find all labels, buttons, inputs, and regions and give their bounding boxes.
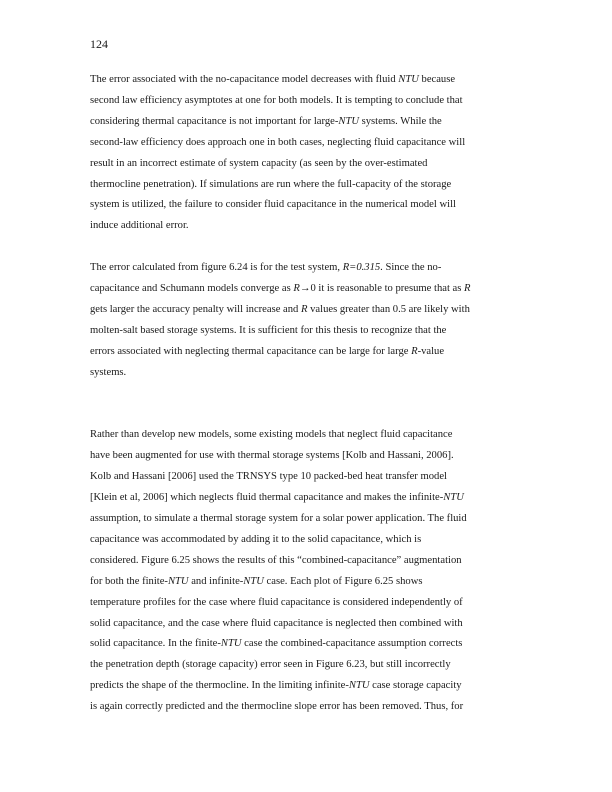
page-number: 124	[90, 37, 108, 51]
text-line: for both the finite-NTU and infinite-NTU case. Each plot of Figure 6.25 shows	[90, 575, 423, 587]
italic-term: R=0.315	[342, 262, 381, 274]
text-line: solid capacitance, and the case where fluid capacitance is neglected then combined with	[90, 617, 463, 629]
paragraph-2	[90, 258, 522, 383]
italic-term: NTU	[167, 575, 189, 587]
text-line: system is utilized, the failure to consider fluid capacitance in the numerical model will	[90, 199, 456, 211]
text-line: have been augmented for use with thermal storage systems [Kolb and Hassani, 2006].	[90, 450, 454, 462]
italic-term: NTU	[348, 680, 370, 692]
italic-term: R	[464, 283, 471, 295]
text-line: capacitance and Schumann models converge as R→0 it is reasonable to presume that as R	[90, 283, 471, 295]
text-line: The error associated with the no-capacitance model decreases with fluid NTU because	[90, 74, 456, 85]
text-line: second-law efficiency does approach one in both cases, neglecting fluid capacitance will	[90, 136, 466, 148]
text-line: predicts the shape of the thermocline. In the limiting infinite-NTU case storage capacity	[90, 680, 462, 692]
text-line: is again correctly predicted and the thermocline slope error has been removed. Thus, for	[90, 701, 464, 713]
text-line: induce additional error.	[90, 220, 189, 232]
text-line: thermocline penetration). If simulations are run where the full-capacity of the storage	[90, 178, 452, 190]
italic-term: NTU	[220, 638, 242, 650]
text-line: solid capacitance. In the finite-NTU case the combined-capacitance assumption corrects	[90, 638, 463, 650]
text-line: The error calculated from figure 6.24 is for the test system, R=0.315. Since the no-	[90, 262, 442, 274]
text-line: Kolb and Hassani [2006] used the TRNSYS type 10 packed-bed heat transfer model	[90, 471, 447, 483]
text-line: capacitance was accommodated by adding it to the solid capacitance, which is	[90, 533, 422, 545]
text-line: molten-salt based storage systems. It is sufficient for this thesis to recognize that the	[90, 324, 447, 336]
paragraph-3	[90, 425, 522, 718]
text-line: gets larger the accuracy penalty will increase and R values greater than 0.5 are likely with	[90, 303, 470, 315]
text-line: result in an incorrect estimate of system capacity (as seen by the over-estimated	[90, 157, 428, 169]
text-line: considering thermal capacitance is not important for large-NTU systems. While the	[90, 115, 442, 127]
italic-term: NTU	[338, 115, 359, 127]
paragraph-spacer	[90, 237, 522, 258]
text-line: second law efficiency asymptotes at one for both models. It is tempting to conclude that	[90, 94, 463, 106]
body-text	[90, 70, 522, 718]
text-line: [Klein et al, 2006] which neglects fluid thermal capacitance and makes the infinite-NTU	[90, 492, 464, 504]
text-line: considered. Figure 6.25 shows the results of this “combined-capacitance” augmentation	[90, 554, 462, 566]
text-line: Rather than develop new models, some existing models that neglect fluid capacitance	[90, 429, 453, 441]
text-line: the penetration depth (storage capacity) error seen in Figure 6.23, but still incorrectly	[90, 659, 451, 671]
paragraph-spacer	[90, 384, 522, 426]
text-line: errors associated with neglecting thermal capacitance can be large for large R-value	[90, 345, 445, 357]
italic-term: R	[293, 283, 300, 295]
italic-term: R	[301, 303, 308, 315]
text-line: assumption, to simulate a thermal storage system for a solar power application. The fluid	[90, 513, 467, 524]
paragraph-1	[90, 70, 522, 237]
italic-term: R	[411, 345, 418, 357]
text-line: systems.	[90, 366, 127, 378]
text-line: temperature profiles for the case where fluid capacitance is considered independently of	[90, 596, 463, 608]
italic-term: NTU	[443, 492, 464, 504]
italic-term: NTU	[243, 575, 264, 587]
italic-term: NTU	[398, 74, 419, 85]
